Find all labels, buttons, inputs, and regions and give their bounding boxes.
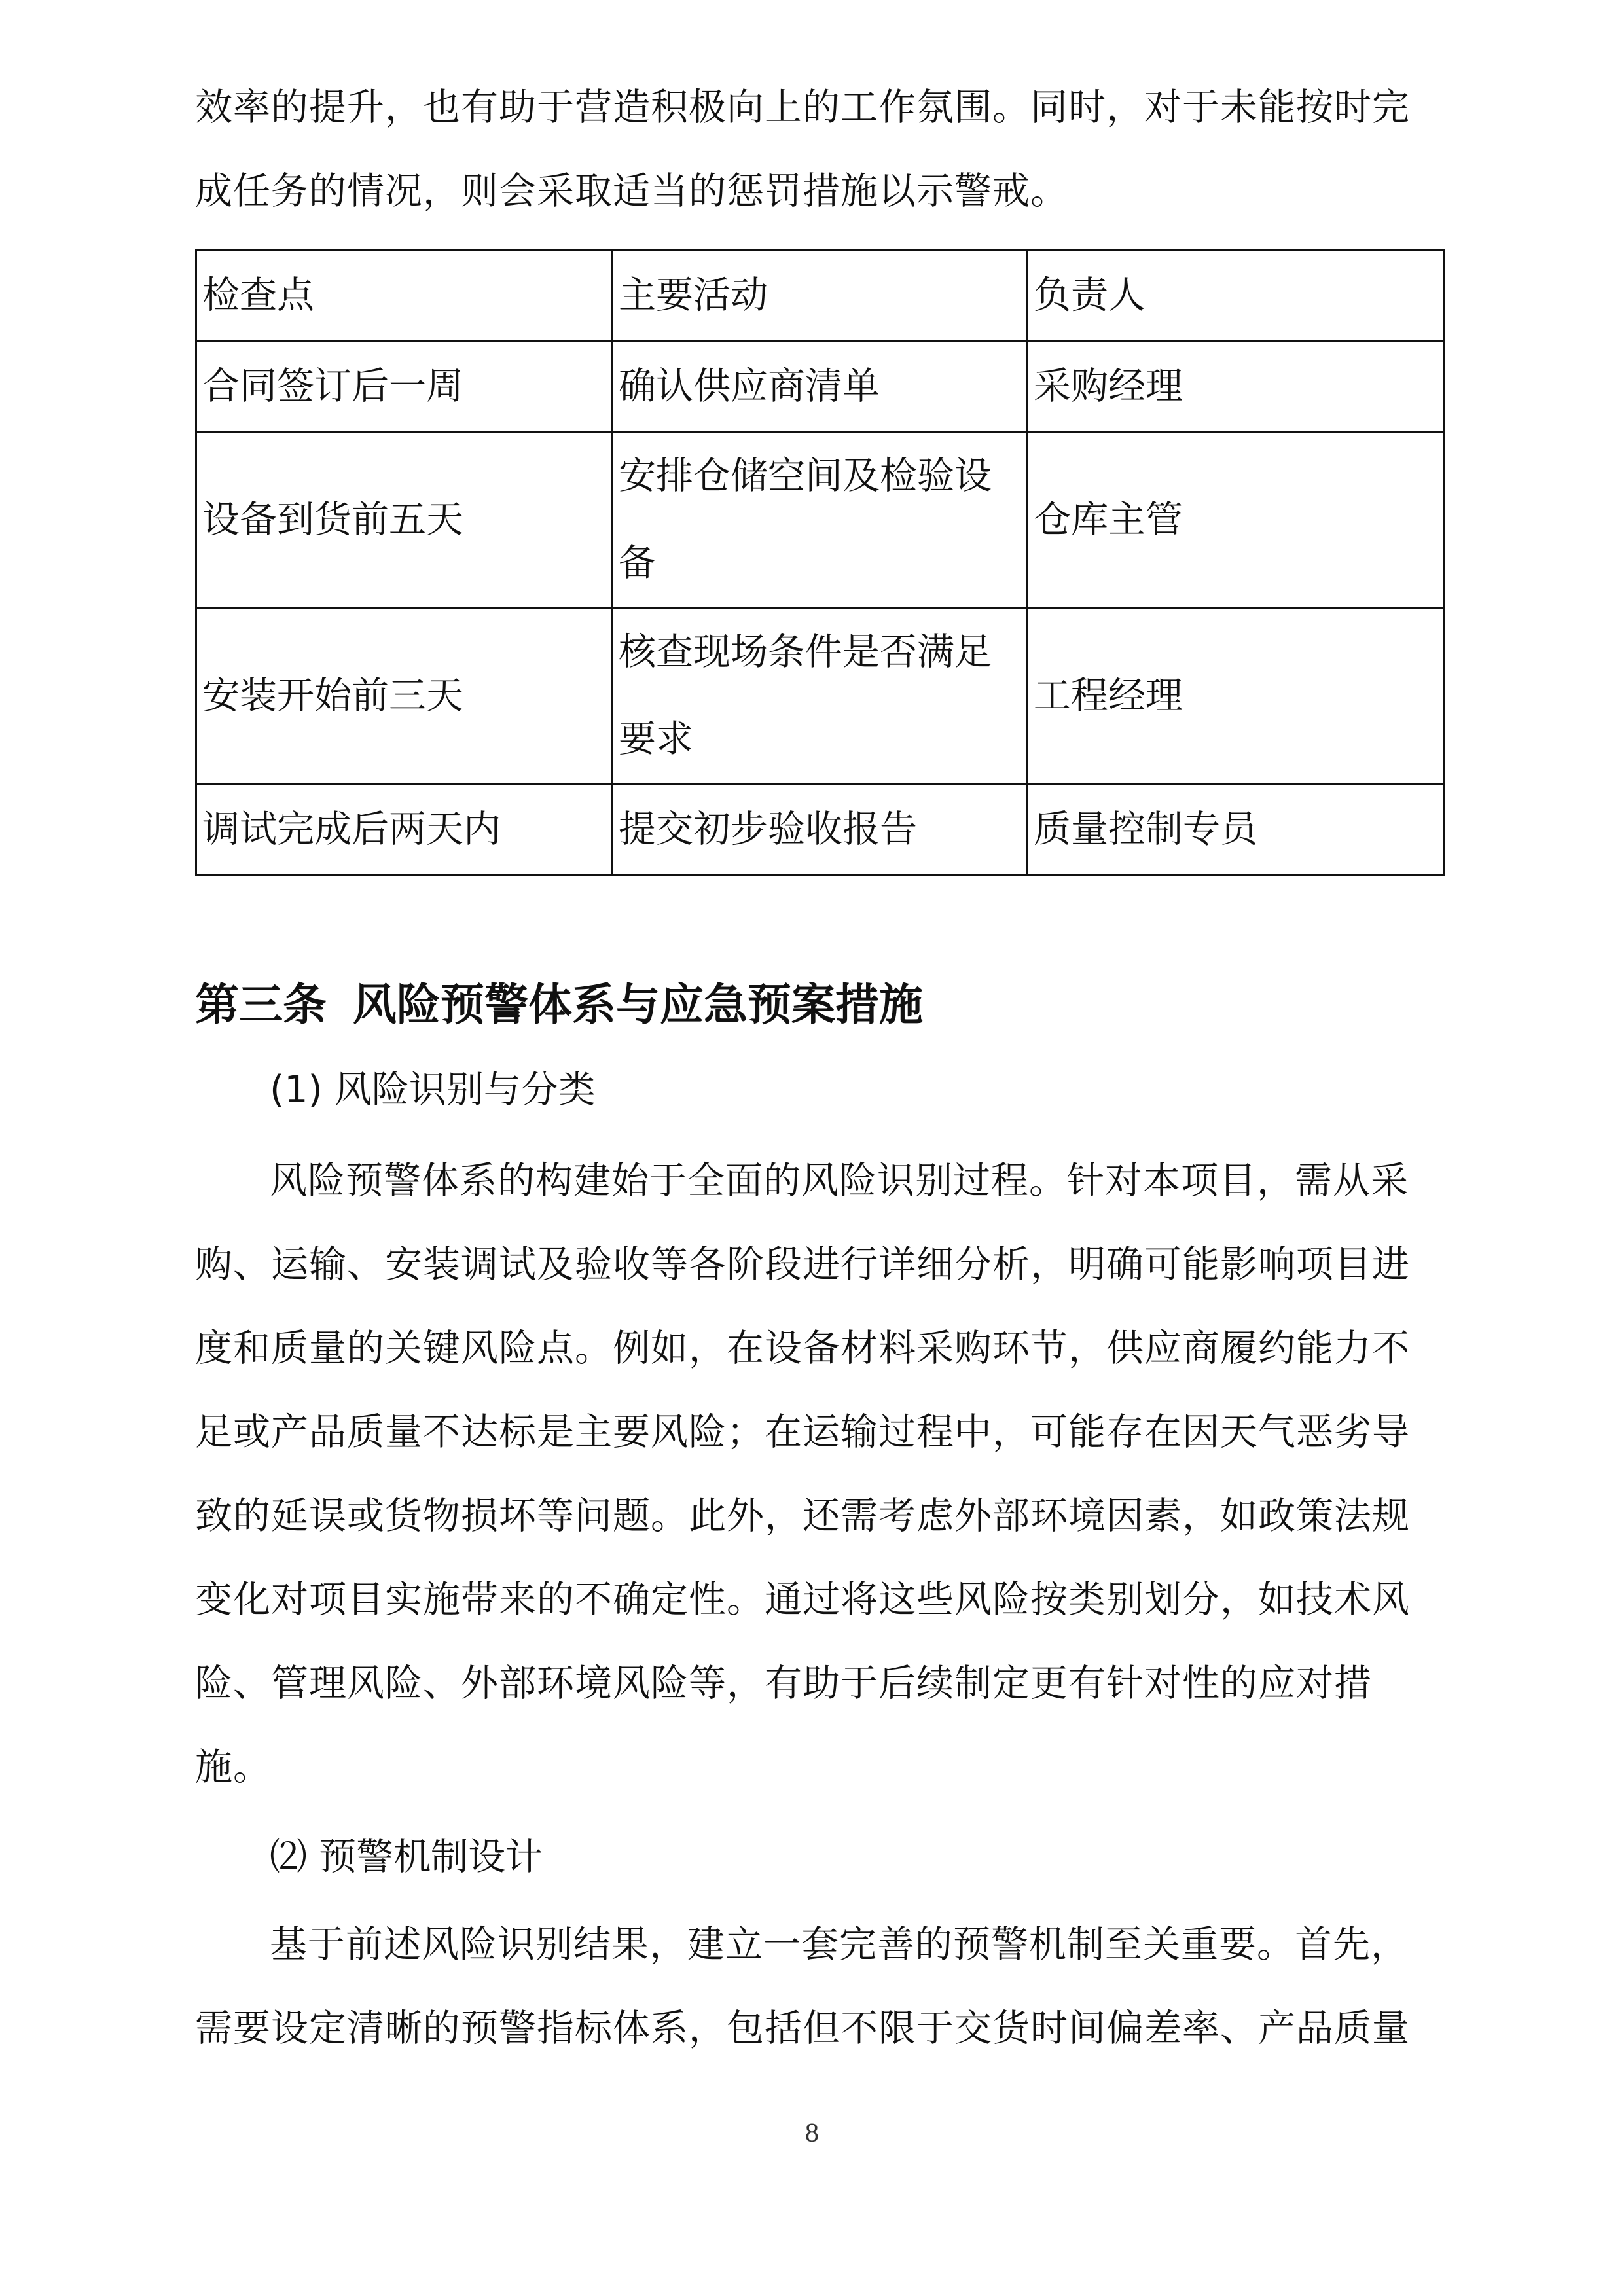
paragraph-line: 施。	[195, 1746, 271, 1789]
cell-checkpoint: 安装开始前三天	[196, 608, 613, 784]
cell-activity	[613, 608, 1028, 784]
section-heading	[195, 969, 923, 1041]
cell-activity-line: 安排仓储空间及检验设	[619, 454, 992, 497]
paragraph-line: 需要设定清晰的预警指标体系，包括但不限于交货时间偏差率、产品质量	[195, 2007, 1410, 2050]
cell-owner: 采购经理	[1028, 341, 1444, 432]
cell-owner: 质量控制专员	[1028, 784, 1444, 875]
subsection-1-paragraph	[195, 1139, 1443, 1809]
table-row	[196, 341, 1444, 432]
paragraph-line: 致的延误或货物损坏等问题。此外，还需考虑外部环境因素，如政策法规	[195, 1494, 1410, 1537]
section-title: 风险预警体系与应急预案措施	[353, 979, 923, 1030]
schedule-table	[195, 249, 1445, 876]
cell-checkpoint: 设备到货前五天	[196, 432, 613, 608]
cell-activity-line: 备	[619, 541, 656, 584]
paragraph-line: 风险预警体系的构建始于全面的风险识别过程。针对本项目，需从采	[270, 1159, 1409, 1202]
cell-activity-line: 确认供应商清单	[619, 365, 880, 408]
section-number: 第三条	[195, 979, 327, 1030]
intro-line: 效率的提升，也有助于营造积极向上的工作氛围。同时，对于未能按时完	[195, 86, 1410, 129]
table-header-row	[196, 250, 1444, 341]
header-owner: 负责人	[1028, 250, 1444, 341]
paragraph-line: 度和质量的关键风险点。例如，在设备材料采购环节，供应商履约能力不	[195, 1327, 1410, 1370]
table-row	[196, 432, 1444, 608]
paragraph-line: 基于前述风险识别结果，建立一套完善的预警机制至关重要。首先，	[270, 1923, 1409, 1966]
cell-owner: 仓库主管	[1028, 432, 1444, 608]
subsection-2-title: ⑵ 预警机制设计	[270, 1835, 543, 1878]
cell-activity-line: 提交初步验收报告	[619, 808, 917, 851]
cell-activity	[613, 432, 1028, 608]
paragraph-line: 险、管理风险、外部环境风险等，有助于后续制定更有针对性的应对措	[195, 1662, 1372, 1705]
cell-owner: 工程经理	[1028, 608, 1444, 784]
paragraph-line: 足或产品质量不达标是主要风险；在运输过程中，可能存在因天气恶劣导	[195, 1410, 1410, 1454]
cell-activity-line: 要求	[619, 717, 693, 761]
table-row	[196, 608, 1444, 784]
cell-activity	[613, 784, 1028, 875]
cell-activity	[613, 341, 1028, 432]
subsection-1-title: (1) 风险识别与分类	[270, 1068, 596, 1111]
paragraph-line: 购、运输、安装调试及验收等各阶段进行详细分析，明确可能影响项目进	[195, 1243, 1410, 1286]
cell-checkpoint: 调试完成后两天内	[196, 784, 613, 875]
subsection-2-paragraph	[195, 1903, 1443, 2070]
cell-checkpoint: 合同签订后一周	[196, 341, 613, 432]
intro-line: 成任务的情况，则会采取适当的惩罚措施以示警戒。	[195, 170, 1068, 213]
intro-paragraph	[195, 65, 1443, 233]
table-row	[196, 784, 1444, 875]
page-number: 8	[804, 2121, 820, 2147]
cell-activity-line: 核查现场条件是否满足	[619, 630, 992, 673]
header-checkpoint: 检查点	[196, 250, 613, 341]
paragraph-line: 变化对项目实施带来的不确定性。通过将这些风险按类别划分，如技术风	[195, 1578, 1410, 1621]
header-activity: 主要活动	[613, 250, 1028, 341]
